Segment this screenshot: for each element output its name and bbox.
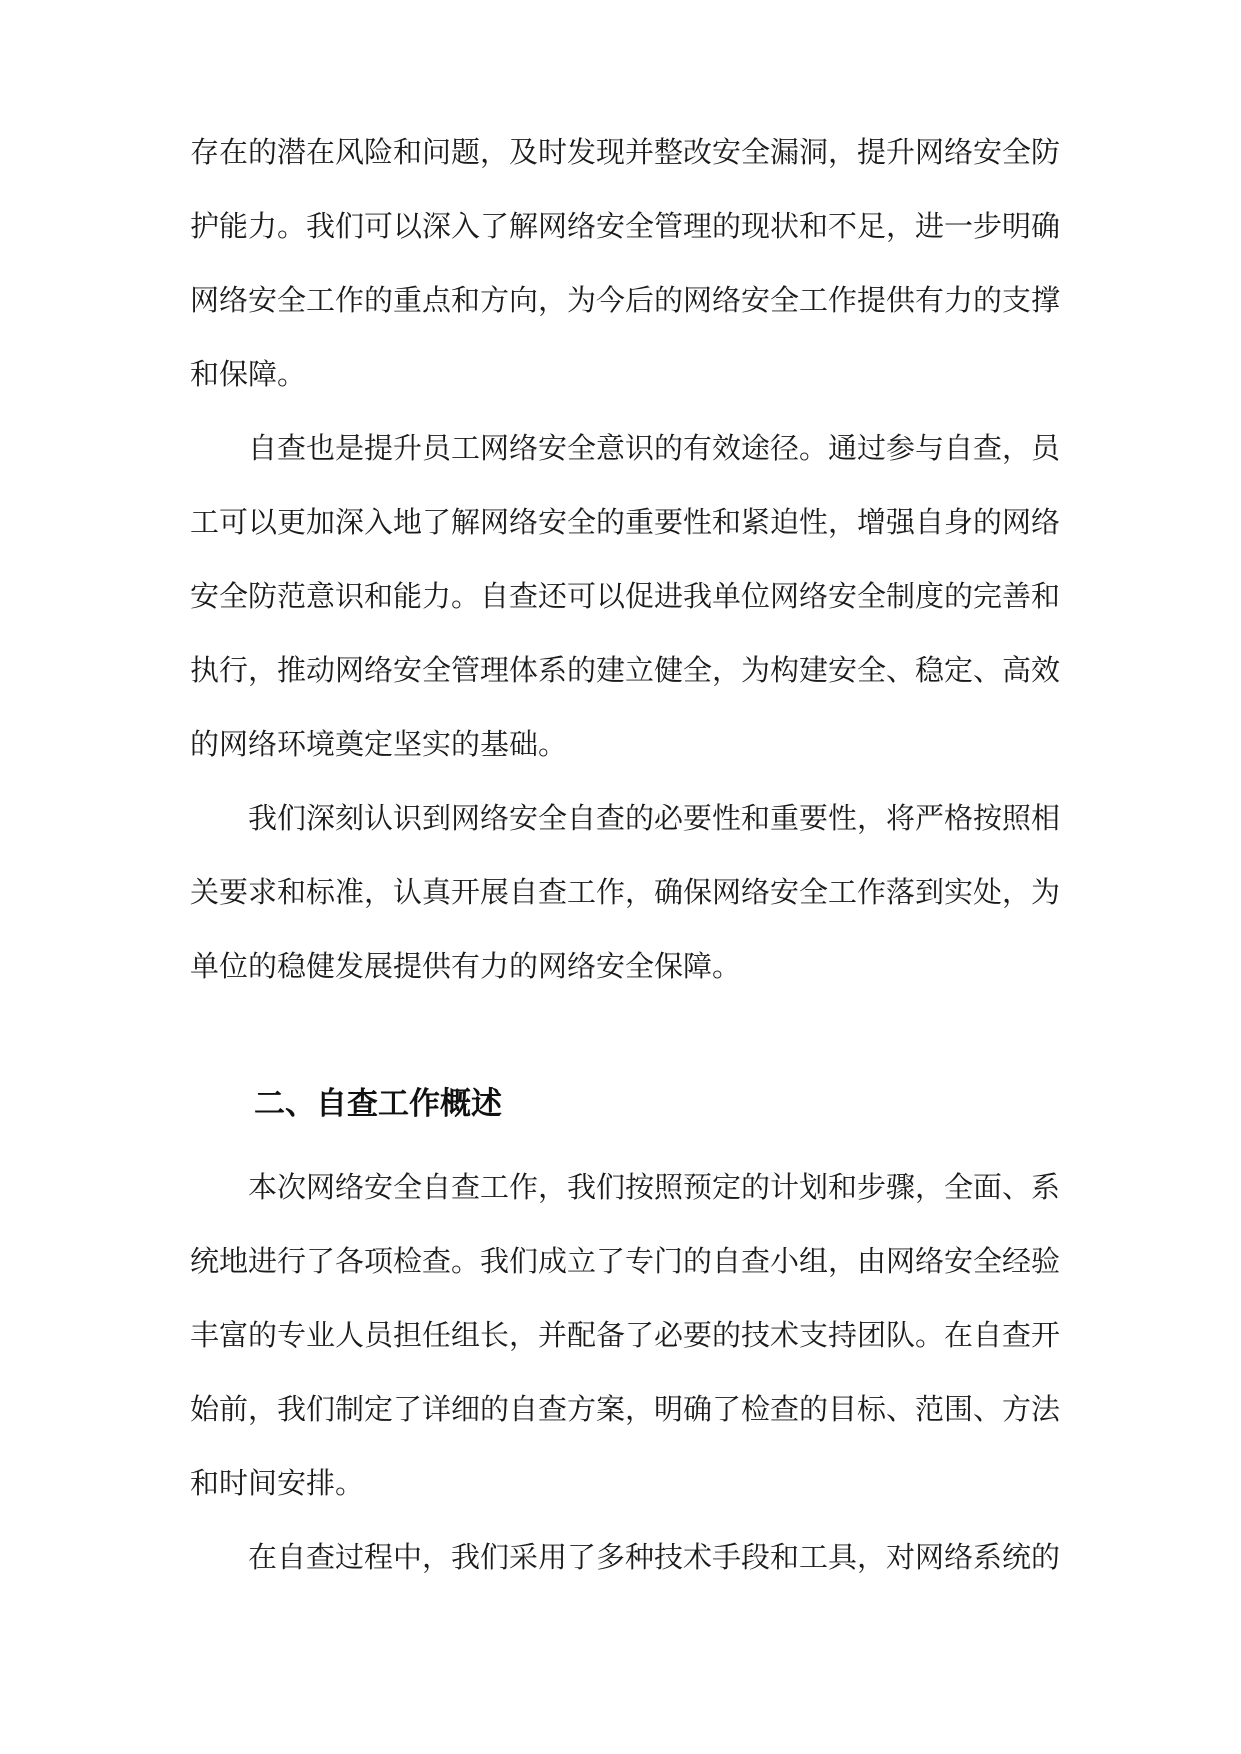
paragraph-2-line-2: 工可以更加深入地了解网络安全的重要性和紧迫性，增强自身的网络	[190, 505, 1061, 539]
paragraph-1-line-3: 网络安全工作的重点和方向，为今后的网络安全工作提供有力的支撑	[190, 283, 1061, 317]
paragraph-2-line-3: 安全防范意识和能力。自查还可以促进我单位网络安全制度的完善和	[190, 579, 1061, 613]
paragraph-1-line-1: 存在的潜在风险和问题，及时发现并整改安全漏洞，提升网络安全防	[190, 135, 1061, 169]
paragraph-2-line-5: 的网络环境奠定坚实的基础。	[190, 727, 568, 761]
section-paragraph-1-line-4: 始前，我们制定了详细的自查方案，明确了检查的目标、范围、方法	[190, 1392, 1061, 1426]
paragraph-3-line-2: 关要求和标准，认真开展自查工作，确保网络安全工作落到实处，为	[190, 875, 1061, 909]
paragraph-1-line-2: 护能力。我们可以深入了解网络安全管理的现状和不足，进一步明确	[190, 209, 1061, 243]
paragraph-3-line-3: 单位的稳健发展提供有力的网络安全保障。	[190, 949, 742, 983]
section-paragraph-2-line-1: 在自查过程中，我们采用了多种技术手段和工具，对网络系统的	[248, 1540, 1061, 1574]
paragraph-1-line-4: 和保障。	[190, 357, 307, 391]
paragraph-2-line-4: 执行，推动网络安全管理体系的建立健全，为构建安全、稳定、高效	[190, 653, 1061, 687]
section-paragraph-1-line-3: 丰富的专业人员担任组长，并配备了必要的技术支持团队。在自查开	[190, 1318, 1061, 1352]
section-paragraph-1-line-2: 统地进行了各项检查。我们成立了专门的自查小组，由网络安全经验	[190, 1244, 1061, 1278]
section-heading: 二、自查工作概述	[254, 1086, 502, 1122]
paragraph-2-line-1: 自查也是提升员工网络安全意识的有效途径。通过参与自查，员	[248, 431, 1061, 465]
section-paragraph-1-line-1: 本次网络安全自查工作，我们按照预定的计划和步骤，全面、系	[248, 1170, 1061, 1204]
section-paragraph-1-line-5: 和时间安排。	[190, 1466, 365, 1500]
paragraph-3-line-1: 我们深刻认识到网络安全自查的必要性和重要性，将严格按照相	[248, 801, 1061, 835]
